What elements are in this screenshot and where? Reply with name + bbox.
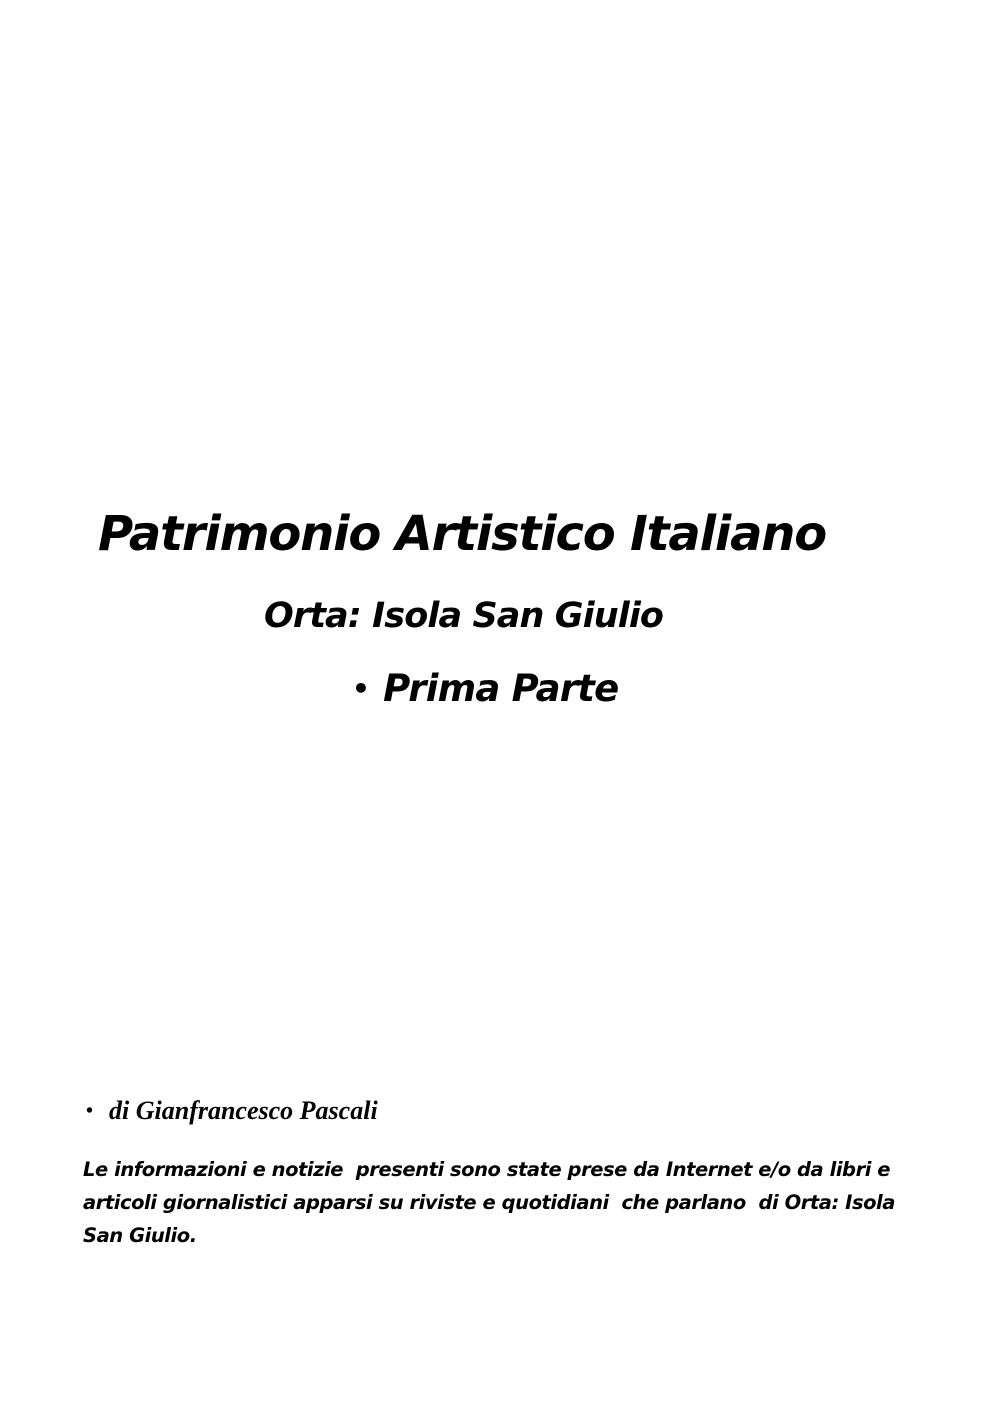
part-heading — [352, 667, 618, 710]
part-label: Prima Parte — [383, 667, 619, 710]
author-line — [86, 1096, 378, 1126]
bullet-icon: • — [352, 672, 370, 705]
author-label: di Gianfrancesco Pascali — [109, 1096, 378, 1125]
document-title: Patrimonio Artistico Italiano — [98, 506, 827, 562]
bullet-icon: • — [86, 1099, 94, 1122]
document-subtitle: Orta: Isola San Giulio — [264, 596, 664, 636]
source-note: Le informazioni e notizie presenti sono state prese da Internet e/o da libri e articoli giornalistici apparsi su riviste e quotidiani che parlano di Orta: Isola San Giulio. — [83, 1158, 895, 1247]
